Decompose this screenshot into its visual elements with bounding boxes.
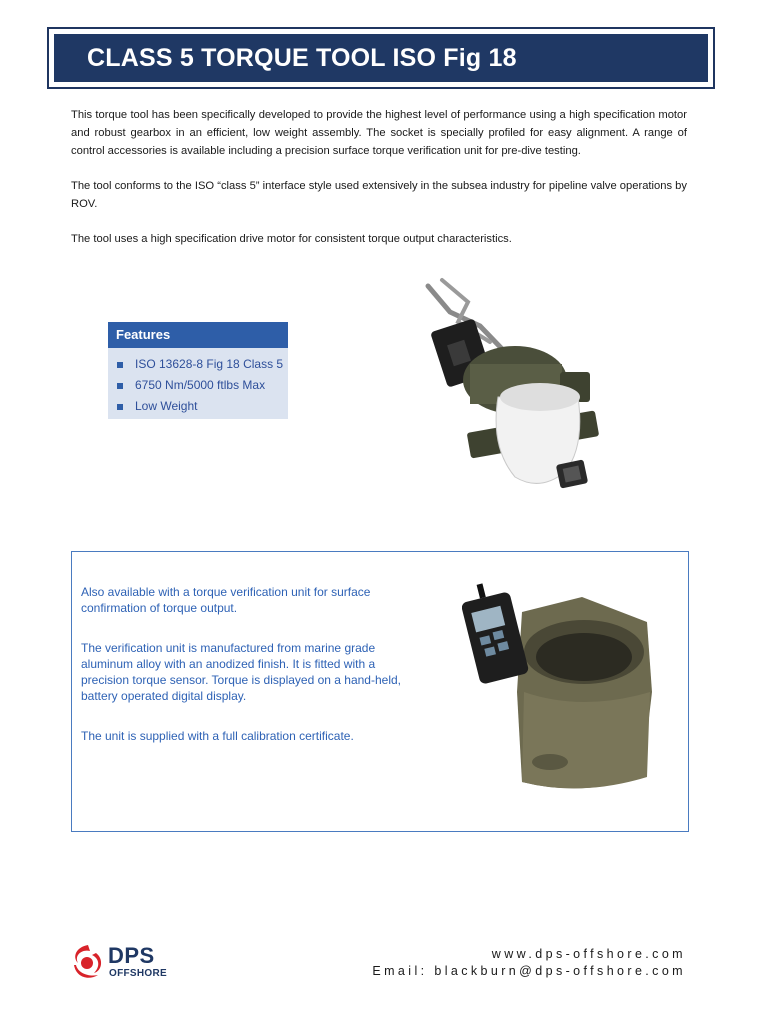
square-bullet-icon: [117, 362, 123, 368]
feature-item: [117, 375, 288, 396]
intro-section: [71, 106, 687, 265]
verification-unit-image: [462, 582, 662, 792]
intro-paragraph: The tool conforms to the ISO “class 5” interface style used extensively in the subsea industry for pipeline valve operations by ROV.: [71, 180, 687, 210]
contact-block: [372, 946, 686, 980]
feature-label: 6750 Nm/5000 ftlbs Max: [135, 378, 266, 392]
page-title: CLASS 5 TORQUE TOOL ISO Fig 18: [87, 43, 517, 72]
logo-subtitle: OFFSHORE: [109, 968, 167, 979]
title-bar: [54, 34, 708, 82]
title-frame: [47, 27, 715, 89]
features-box: [108, 322, 288, 419]
verification-paragraph: The verification unit is manufactured from marine grade aluminum alloy with an anodized finish. It is fitted with a precision torque sensor. Torque is displayed on a hand-held, battery operated digital display.: [81, 641, 401, 703]
features-heading: Features: [108, 322, 288, 348]
verification-paragraph: The unit is supplied with a full calibration certificate.: [81, 729, 354, 743]
verification-text: [81, 584, 421, 768]
feature-label: ISO 13628-8 Fig 18 Class 5: [135, 357, 284, 371]
verification-paragraph: Also available with a torque verification unit for surface confirmation of torque output.: [81, 585, 371, 615]
feature-item: [117, 354, 288, 375]
website-link[interactable]: www.dps-offshore.com: [491, 947, 686, 961]
feature-label: Low Weight: [135, 399, 198, 413]
logo-name: DPS: [108, 943, 155, 968]
verification-box: [71, 551, 689, 832]
email-link[interactable]: Email: blackburn@dps-offshore.com: [372, 964, 686, 978]
intro-paragraph: The tool uses a high specification drive motor for consistent torque output characteristics.: [71, 233, 512, 245]
intro-paragraph: This torque tool has been specifically developed to provide the highest level of performance using a high specification motor and robust gearbox in an efficient, low weight assembly. The socket is specially profiled for easy alignment. A range of control accessories is available including a precision surface torque verification unit for pre-dive testing.: [71, 109, 687, 157]
feature-item: [117, 396, 288, 417]
square-bullet-icon: [117, 383, 123, 389]
dps-swirl-icon: [70, 943, 106, 983]
features-list: [108, 348, 288, 417]
torque-tool-image: [410, 272, 620, 512]
dps-logo: [70, 941, 180, 985]
square-bullet-icon: [117, 404, 123, 410]
